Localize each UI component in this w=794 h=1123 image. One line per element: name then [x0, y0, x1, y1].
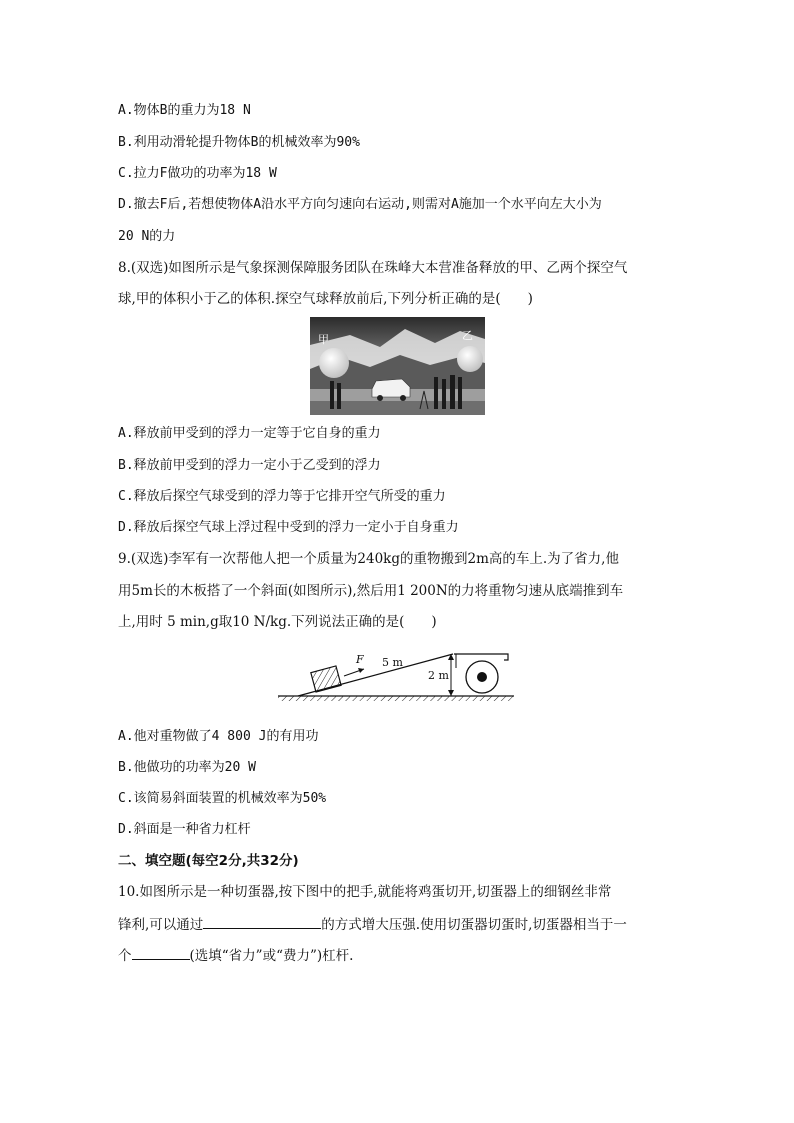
photo-label-yi: 乙: [462, 330, 473, 342]
q10-stem-line3: [118, 945, 353, 965]
q8-option-b: B.释放前甲受到的浮力一定小于乙受到的浮力: [118, 458, 381, 473]
q8-option-a: A.释放前甲受到的浮力一定等于它自身的重力: [118, 426, 381, 441]
force-label: F: [356, 653, 364, 666]
q9-stem-line3: 上,用时 5 min,g取10 N/kg.下列说法正确的是( ): [118, 614, 437, 630]
slope-length-label: 5 m: [382, 656, 403, 669]
incline-diagram: [278, 648, 518, 706]
balloon-jia-shape: [319, 348, 349, 378]
photo-label-jia: 甲: [318, 334, 329, 346]
q9-option-b: B.他做功的功率为20 W: [118, 760, 256, 775]
q9-option-d: D.斜面是一种省力杠杆: [118, 822, 251, 837]
q7-option-d-cont: 20 N的力: [118, 229, 176, 244]
q8-option-d: D.释放后探空气球上浮过程中受到的浮力一定小于自身重力: [118, 520, 459, 535]
q7-option-c: C.拉力F做功的功率为18 W: [118, 166, 277, 181]
q8-option-c: C.释放后探空气球受到的浮力等于它排开空气所受的重力: [118, 489, 446, 504]
balloon-yi-shape: [457, 346, 483, 372]
q10-text-part1: 锋利,可以通过: [118, 917, 204, 933]
answer-blank-2[interactable]: [132, 945, 190, 960]
cargo-block: [311, 666, 341, 692]
q7-option-d: D.撤去F后,若想使物体A沿水平方向匀速向右运动,则需对A施加一个水平向左大小为: [118, 197, 602, 212]
q10-stem-line1: 10.如图所示是一种切蛋器,按下图中的把手,就能将鸡蛋切开,切蛋器上的细钢丝非常: [118, 884, 612, 900]
truck-bed: [454, 654, 508, 660]
q7-option-a: A.物体B的重力为18 N: [118, 103, 251, 118]
q9-option-c: C.该简易斜面装置的机械效率为50%: [118, 791, 327, 806]
height-label: 2 m: [428, 669, 449, 682]
q10-text-part4: (选填“省力”或“费力”)杠杆.: [189, 948, 354, 964]
q7-option-b: B.利用动滑轮提升物体B的机械效率为90%: [118, 135, 360, 150]
section-heading-fill-in: 二、填空题(每空2分,共32分): [118, 853, 299, 869]
answer-blank-1[interactable]: [203, 914, 321, 929]
q9-stem-line1: 9.(双选)李军有一次帮他人把一个质量为240kg的重物搬到2m高的车上.为了省力,他: [118, 551, 619, 567]
q10-stem-line2: [118, 914, 627, 934]
q9-option-a: A.他对重物做了4 800 J的有用功: [118, 729, 319, 744]
balloon-photo: [310, 317, 485, 415]
ground-hatch: [278, 696, 514, 701]
q10-text-part3: 个: [118, 948, 132, 964]
q10-text-part2: 的方式增大压强.使用切蛋器切蛋时,切蛋器相当于一: [321, 917, 627, 933]
q8-stem-line2: 球,甲的体积小于乙的体积.探空气球释放前后,下列分析正确的是( ): [118, 291, 533, 307]
q9-stem-line2: 用5m长的木板搭了一个斜面(如图所示),然后用1 200N的力将重物匀速从底端推到车: [118, 583, 624, 599]
q8-stem-line1: 8.(双选)如图所示是气象探测保障服务团队在珠峰大本营准备释放的甲、乙两个探空气: [118, 260, 628, 276]
